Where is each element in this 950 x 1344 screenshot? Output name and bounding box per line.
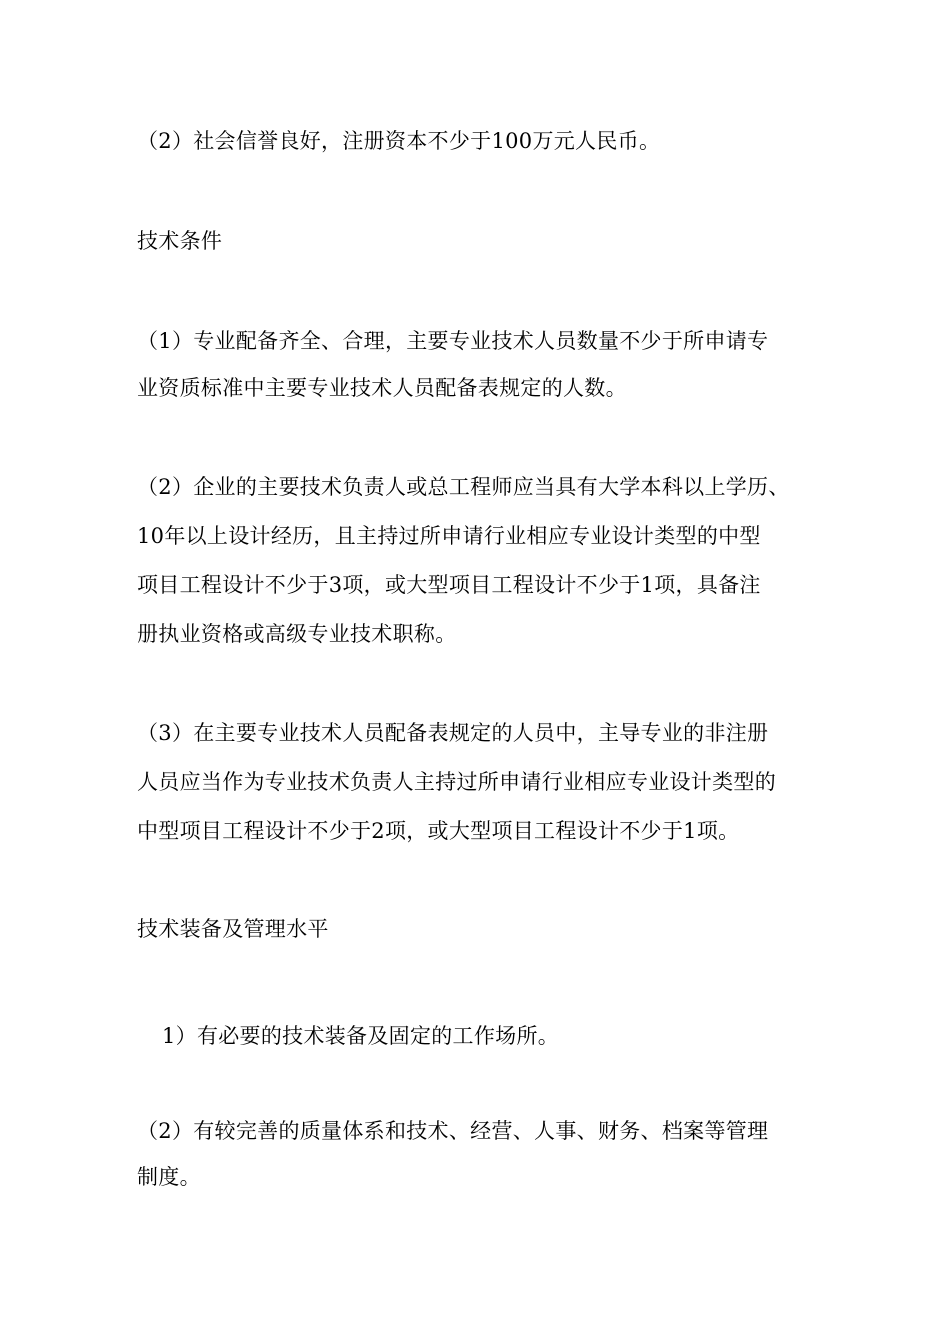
paragraph-line: 制度。	[137, 1165, 201, 1189]
paragraph-line: （2）企业的主要技术负责人或总工程师应当具有大学本科以上学历、	[137, 475, 790, 499]
section-heading: 技术装备及管理水平	[137, 917, 329, 941]
paragraph-line: 人员应当作为专业技术负责人主持过所申请行业相应专业设计类型的	[137, 770, 776, 794]
paragraph-line: 1）有必要的技术装备及固定的工作场所。	[162, 1024, 560, 1048]
paragraph-line: （1）专业配备齐全、合理，主要专业技术人员数量不少于所申请专	[137, 329, 769, 353]
paragraph-line: 项目工程设计不少于3项，或大型项目工程设计不少于1项，具备注	[137, 573, 761, 597]
paragraph-line: 中型项目工程设计不少于2项，或大型项目工程设计不少于1项。	[137, 819, 740, 843]
paragraph-line: 册执业资格或高级专业技术职称。	[137, 622, 457, 646]
paragraph-line: （3）在主要专业技术人员配备表规定的人员中，主导专业的非注册	[137, 721, 769, 745]
paragraph-line: 10年以上设计经历，且主持过所申请行业相应专业设计类型的中型	[137, 524, 761, 548]
paragraph-line: （2）社会信誉良好，注册资本不少于100万元人民币。	[137, 129, 661, 153]
paragraph-line: （2）有较完善的质量体系和技术、经营、人事、财务、档案等管理	[137, 1119, 769, 1143]
section-heading: 技术条件	[137, 229, 223, 253]
paragraph-line: 业资质标准中主要专业技术人员配备表规定的人数。	[137, 376, 627, 400]
